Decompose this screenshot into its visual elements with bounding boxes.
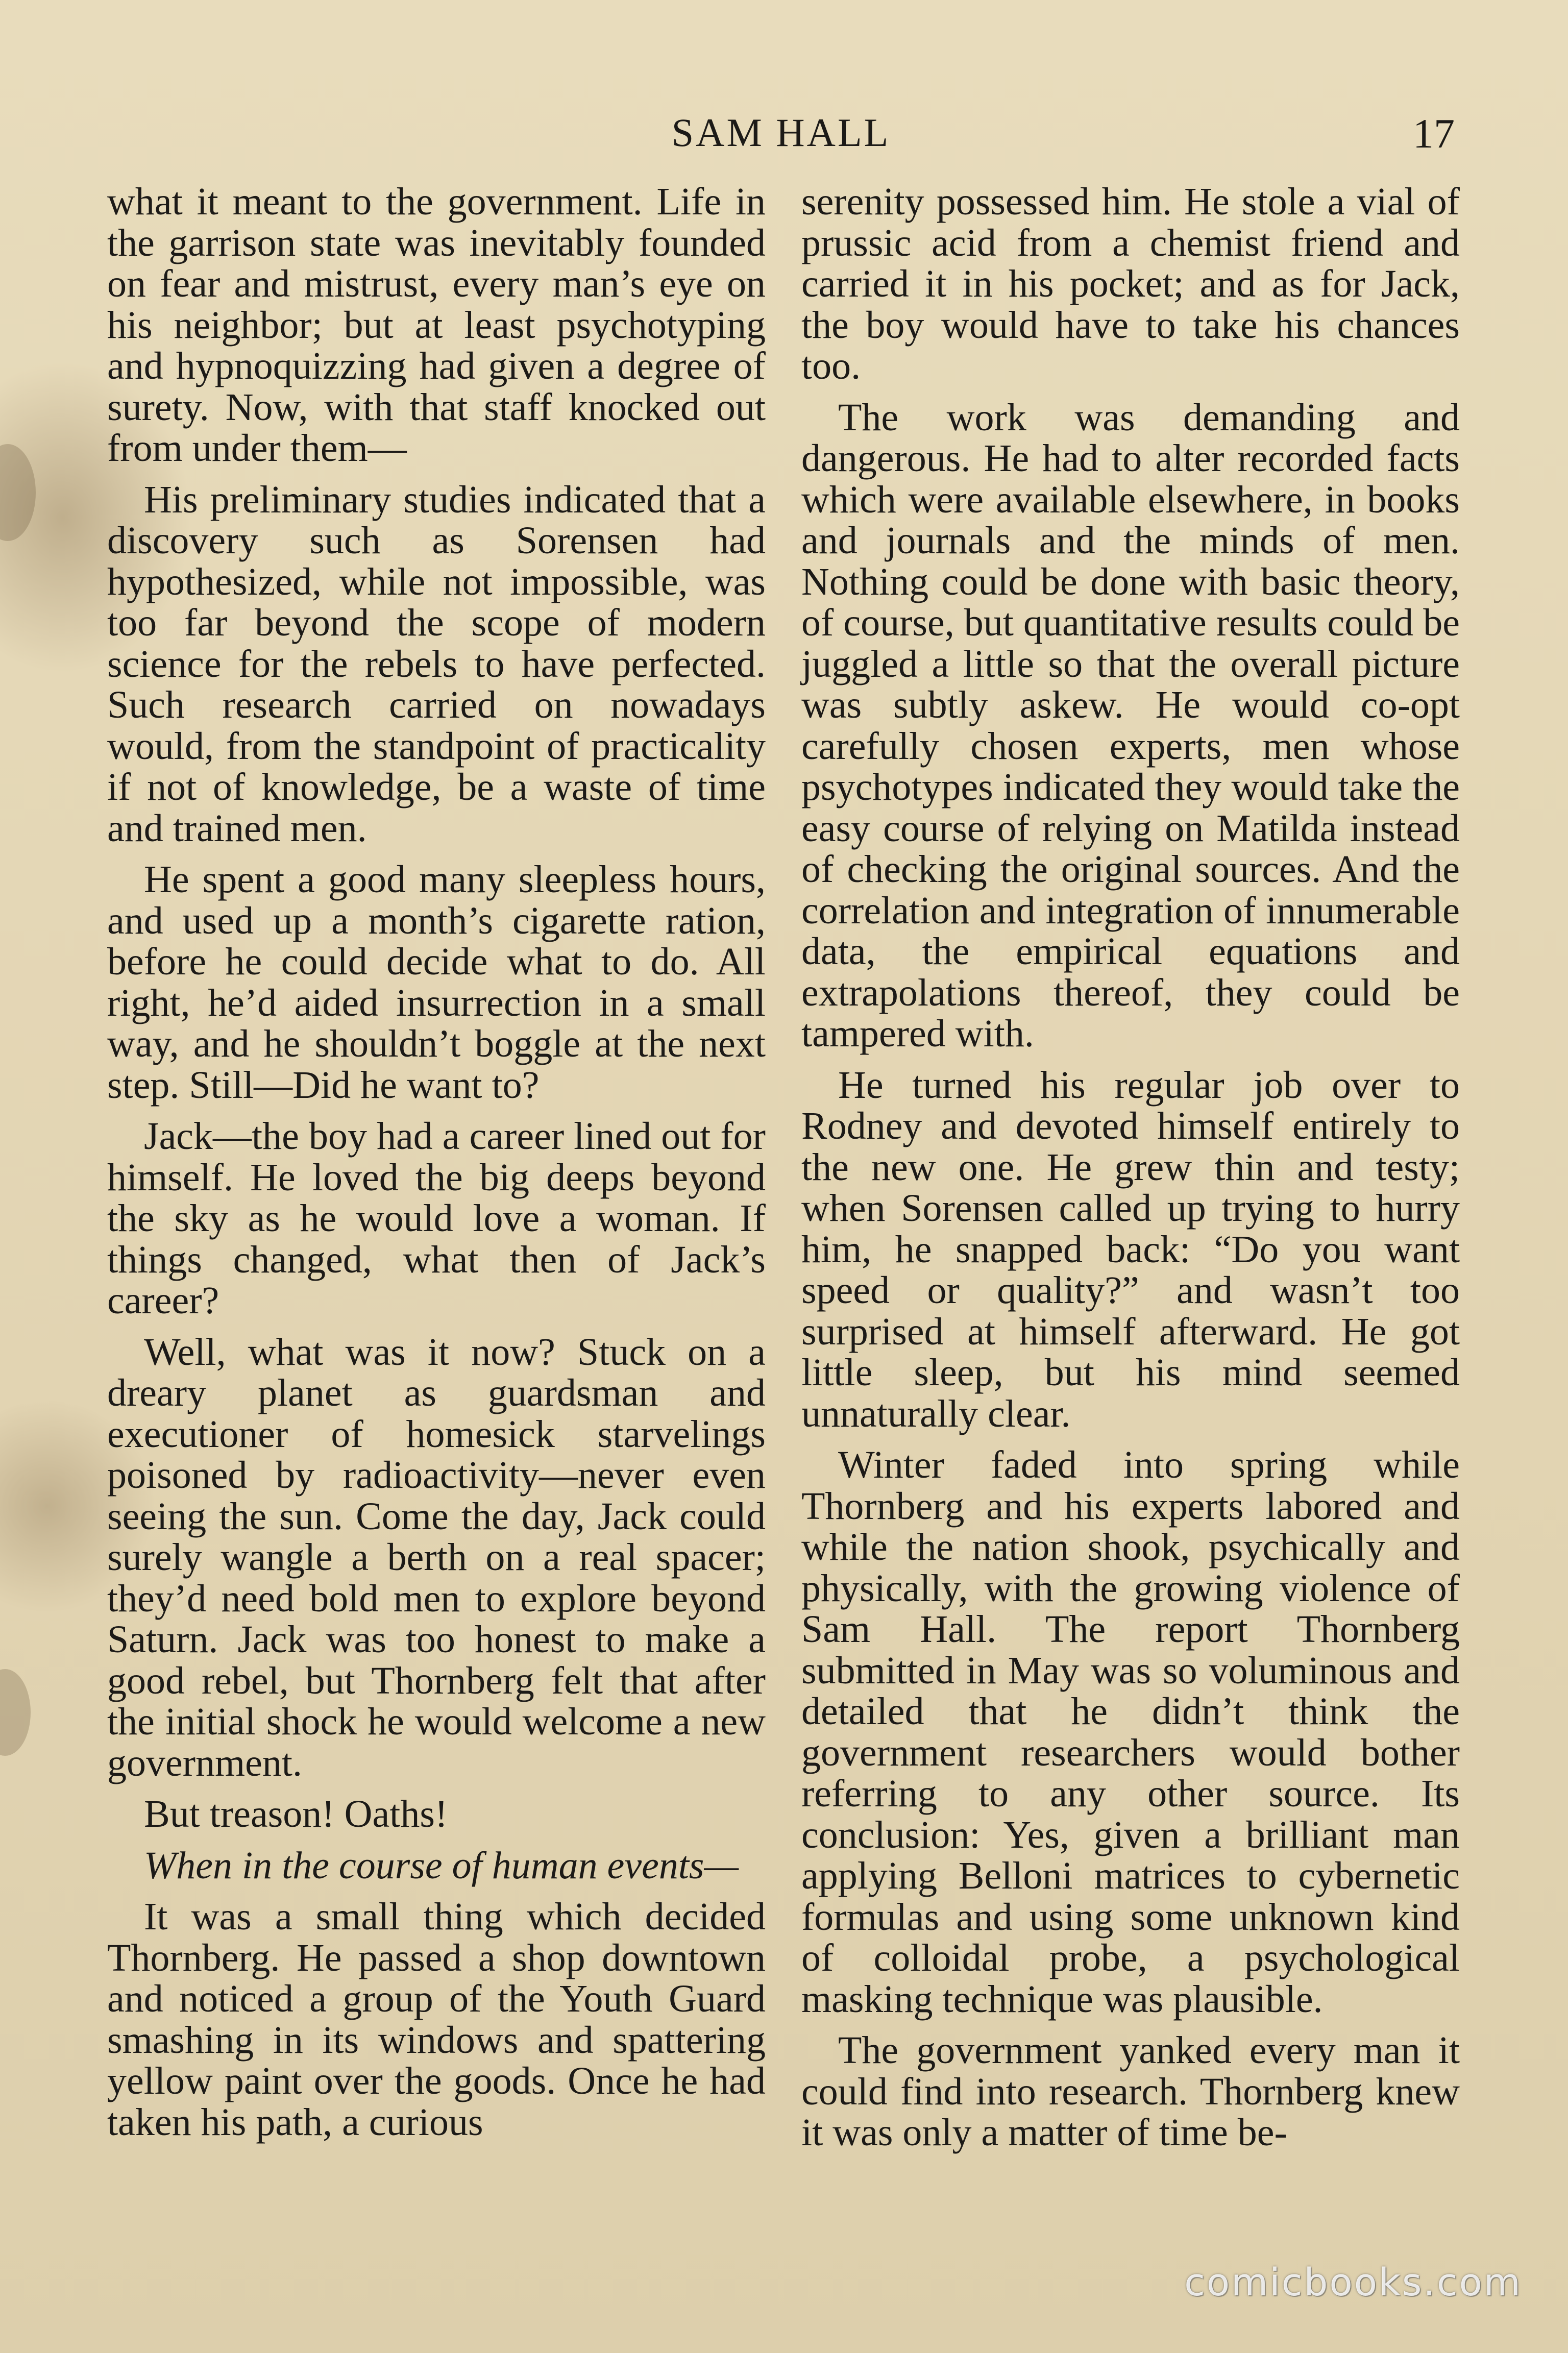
paper-stain [0, 444, 36, 541]
paragraph: He spent a good many sleepless hours, and used up a month’s cigarette ration, before he could decide what to do. All right, he’d aided insurrection in a small way, and he shouldn’t boggle at the next step. Still—Did he want to? [107, 858, 766, 1107]
paper-stain [0, 1669, 31, 1756]
watermark: comicbooks.com [1184, 2261, 1522, 2305]
paragraph: It was a small thing which decided Thornberg. He passed a shop downtown and noticed a group of the Youth Guard smashing in its windows and spattering yellow paint over the goods. Once he had taken his path, a curious [107, 1895, 766, 2144]
paragraph: But treason! Oaths! [144, 1793, 448, 1835]
paragraph: The government yanked every man it could find into research. Thornberg knew it was only a matter of time be- [801, 2029, 1460, 2154]
right-text-column [801, 181, 1460, 2164]
running-title: SAM HALL [671, 110, 891, 155]
paragraph: Jack—the boy had a career lined out for himself. He loved the big deeps beyond the sky as he would love a woman. If things changed, what then of Jack’s career? [107, 1115, 766, 1322]
paragraph: Winter faded into spring while Thornberg and his experts labored and while the nation shook, psychically and physically, with the growing violence of Sam Hall. The report Thornberg submitted in May was so voluminous and detailed that he didn’t think the government researchers would bother referring to any other source. Its conclusion: Yes, given a brilliant man applying Belloni matrices to cybernetic formulas and using some unknown kind of colloidal probe, a psychological masking technique was plausible. [801, 1443, 1460, 2021]
paragraph: The work was demanding and dangerous. He had to alter recorded facts which were available elsewhere, in books and journals and the minds of men. Nothing could be done with basic theory, of course, but quantitative results could be juggled a little so that the overall picture was subtly askew. He would co-opt carefully chosen experts, men whose psychotypes indicated they would take the easy course of relying on Matilda instead of checking the original sources. And the correlation and integration of innumerable data, the empirical equations and extrapolations thereof, they could be tampered with. [801, 396, 1460, 1055]
paragraph: He turned his regular job over to Rodney and devoted himself entirely to the new one. He grew thin and testy; when Sorensen called up trying to hurry him, he snapped back: “Do you want speed or quality?” and wasn’t too surprised at himself afterward. He got little sleep, but his mind seemed unnaturally clear. [801, 1063, 1460, 1435]
page-number: 17 [1413, 110, 1455, 157]
paragraph: When in the course of human events— [144, 1844, 739, 1887]
paragraph: what it meant to the government. Life in the garrison state was inevitably founded on fear and mistrust, every man’s eye on his neighbor; but at least psychotyping and hypnoquizzing had given a degree of surety. Now, with that staff knocked out from under them— [107, 180, 766, 470]
paragraph: Well, what was it now? Stuck on a dreary planet as guardsman and executioner of homesick starvelings poisoned by radioactivity—never even seeing the sun. Come the day, Jack could surely wangle a berth on a real spacer; they’d need bold men to explore beyond Saturn. Jack was too honest to make a good rebel, but Thornberg felt that after the initial shock he would welcome a new government. [107, 1330, 766, 1784]
page-header [107, 110, 1455, 166]
paragraph: serenity possessed him. He stole a vial of prussic acid from a chemist friend and carried it in his pocket; and as for Jack, the boy would have to take his chances too. [801, 180, 1460, 387]
paragraph: His preliminary studies indicated that a discovery such as Sorensen had hypothesized, while not impossible, was too far beyond the scope of modern science for the rebels to have perfected. Such research carried on nowadays would, from the standpoint of practicality if not of knowledge, be a waste of time and trained men. [107, 478, 766, 850]
left-text-column [107, 181, 766, 2153]
